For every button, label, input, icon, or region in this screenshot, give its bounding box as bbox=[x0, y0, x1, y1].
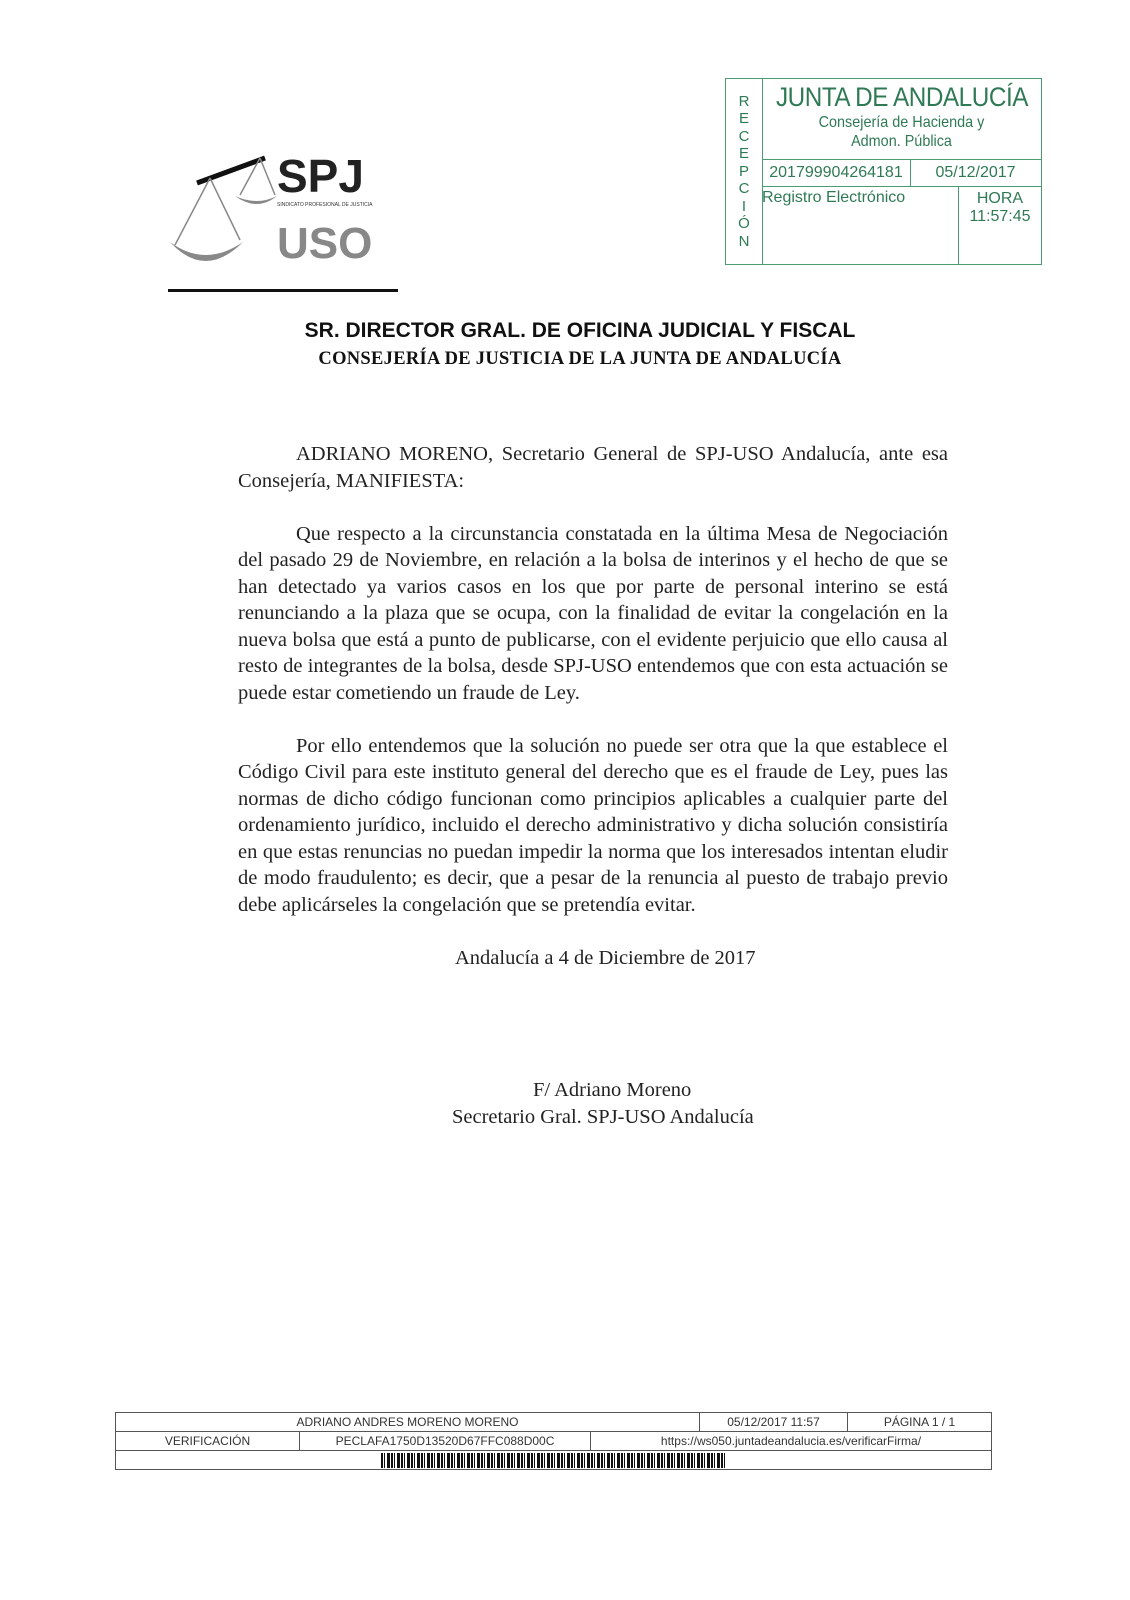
signature-verification-box bbox=[115, 1412, 992, 1470]
signature: F/ Adriano Moreno bbox=[533, 1079, 692, 1101]
stamp-letter: C bbox=[738, 127, 750, 145]
divider bbox=[168, 289, 398, 292]
letter-body bbox=[238, 441, 948, 1130]
paragraph-intro bbox=[238, 441, 948, 494]
recipient-heading: SR. DIRECTOR GRAL. DE OFICINA JUDICIAL Y FISCAL bbox=[304, 319, 856, 342]
stamp-title: JUNTA DE ANDALUCÍA bbox=[775, 82, 1029, 112]
page-number: PÁGINA 1 / 1 bbox=[847, 1413, 991, 1432]
paragraph-text: ADRIANO MORENO, Secretario General de SPJ-USO Andalucía, ante esa Consejería, MANIFIESTA: bbox=[238, 443, 948, 492]
spj-uso-logo bbox=[165, 150, 405, 270]
paragraph-text: Por ello entendemos que la solución no puede ser otra que la que establece el Código Civil para este instituto general del derecho que es el fraude de Ley, pues las normas de dicho código funcionan como principios aplicables a cualquier parte del ordenamiento jurídico, incluido el derecho administrativo y dicha solución consistiría en que estas renuncias no puedan impedir la norma que los interesados intentan eludir de modo fraudulento; es decir, que a pesar de la renuncia al puesto de trabajo previo debe aplicárseles la congelación que se pretendía evitar. bbox=[238, 734, 948, 916]
barcode bbox=[381, 1453, 726, 1468]
stamp-letter: P bbox=[738, 162, 749, 180]
stamp-letter: Ó bbox=[738, 215, 750, 233]
registry-type: Registro Electrónico bbox=[762, 189, 906, 206]
stamp-letter: E bbox=[738, 145, 749, 163]
stamp-letter: C bbox=[738, 180, 750, 198]
hora-value: 11:57:45 bbox=[969, 208, 1031, 225]
verification-url[interactable]: https://ws050.juntadeandalucia.es/verificarFirma/ bbox=[590, 1432, 991, 1451]
stamp-subtitle-2: Admon. Pública bbox=[851, 133, 952, 150]
paragraph-1 bbox=[238, 521, 948, 707]
paragraph-2 bbox=[238, 733, 948, 919]
logo-sub: USO bbox=[277, 219, 373, 268]
hora-label: HORA bbox=[976, 190, 1024, 207]
signer-title: Secretario Gral. SPJ-USO Andalucía bbox=[452, 1105, 754, 1128]
verification-label: VERIFICACIÓN bbox=[116, 1432, 299, 1451]
registry-number: 201799904264181 bbox=[762, 159, 911, 186]
paragraph-text: Que respecto a la circunstancia constatada en la última Mesa de Negociación del pasado 29 de Noviembre, en relación a la bolsa de interinos y el hecho de que se han detectado ya varios casos en los que por parte de personal interino se está renunciando a la plaza que se ocupa, con la finalidad de evitar la congelación en la nueva bolsa que está a punto de publicarse, con el evidente perjuicio que ello causa al resto de integrantes de la bolsa, desde SPJ-USO entendemos que con esta actuación se puede estar cometiendo un fraude de Ley. bbox=[238, 522, 948, 704]
stamp-letter: R bbox=[738, 92, 750, 110]
signer-name: ADRIANO ANDRES MORENO MORENO bbox=[116, 1413, 699, 1432]
stamp-letter: I bbox=[741, 197, 747, 215]
scales-of-justice-icon bbox=[165, 150, 405, 270]
reception-vertical-label bbox=[726, 79, 763, 264]
registry-date: 05/12/2017 bbox=[935, 164, 1016, 181]
recipient-subheading: CONSEJERÍA DE JUSTICIA DE LA JUNTA DE ANDALUCÍA bbox=[318, 349, 842, 369]
verification-code: PECLAFA1750D13520D67FFC088D00C bbox=[299, 1432, 590, 1451]
logo-tagline: SINDICATO PROFESIONAL DE JUSTICIA bbox=[277, 202, 373, 208]
logo-name: SPJ bbox=[277, 150, 364, 202]
signature-datetime: 05/12/2017 11:57 bbox=[699, 1413, 847, 1432]
reception-stamp bbox=[725, 78, 1042, 265]
stamp-subtitle-1: Consejería de Hacienda y bbox=[818, 114, 985, 131]
stamp-letter: N bbox=[738, 232, 750, 250]
stamp-letter: E bbox=[738, 110, 749, 128]
place-date: Andalucía a 4 de Diciembre de 2017 bbox=[455, 946, 756, 969]
